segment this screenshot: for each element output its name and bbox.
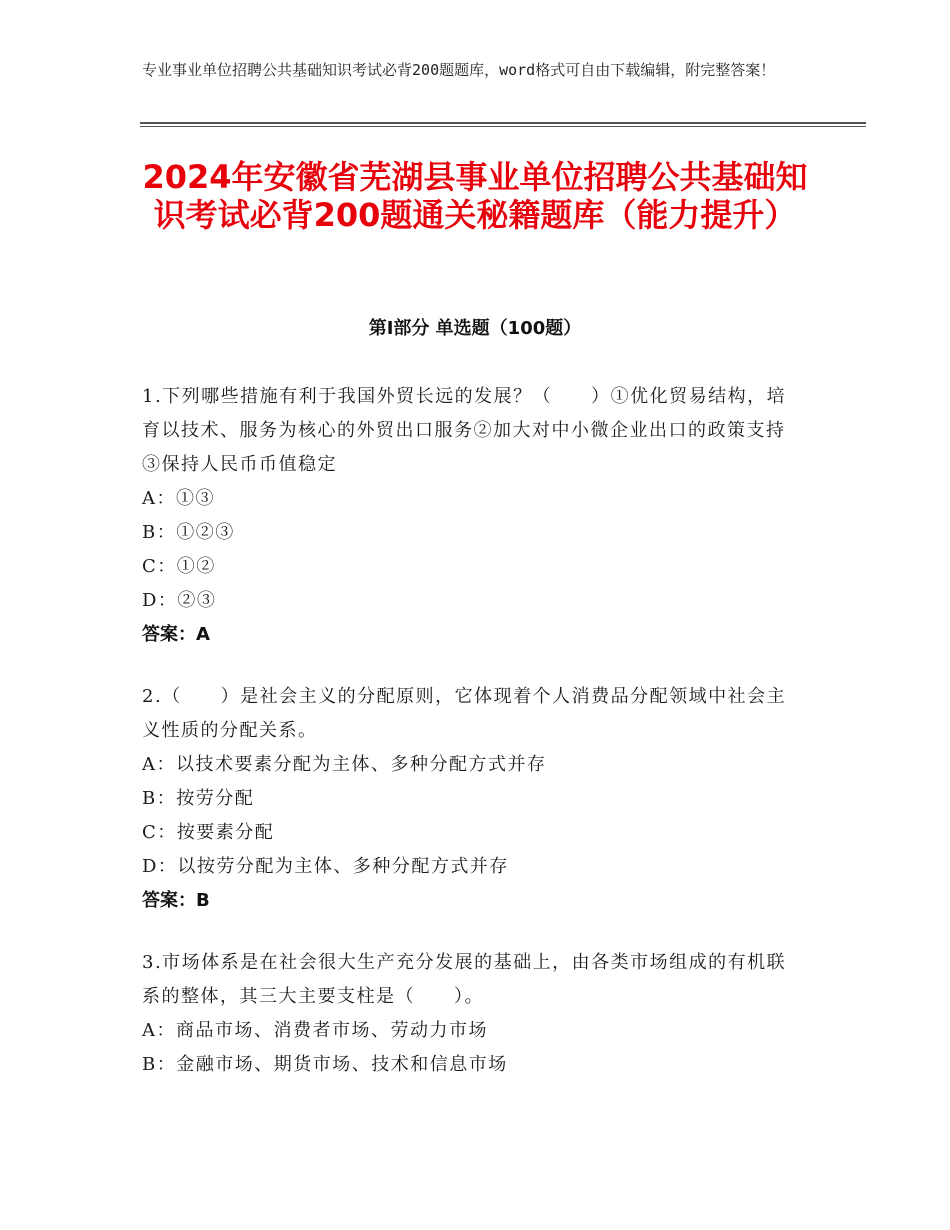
option-c: C：①② xyxy=(142,556,216,577)
question-stem: 3.市场体系是在社会很大生产充分发展的基础上，由各类市场组成的有机联系的整体，其三大主要支柱是（ ）。 xyxy=(142,952,787,1007)
option-d: D：②③ xyxy=(142,590,217,611)
section-title: 第Ⅰ部分 单选题（100题） xyxy=(368,318,582,339)
option-a: A：商品市场、消费者市场、劳动力市场 xyxy=(142,1020,488,1041)
question-2 xyxy=(142,680,802,918)
question-list xyxy=(142,380,802,1110)
option-c: C：按要素分配 xyxy=(142,822,275,843)
document-title: 2024年安徽省芜湖县事业单位招聘公共基础知识考试必背200题通关秘籍题库（能力提升） xyxy=(142,158,808,234)
answer: 答案：A xyxy=(142,624,210,645)
option-d: D：以按劳分配为主体、多种分配方式并存 xyxy=(142,856,509,877)
question-stem: 1.下列哪些措施有利于我国外贸长远的发展？（ ）①优化贸易结构，培育以技术、服务为核心的外贸出口服务②加大对中小微企业出口的政策支持③保持人民币币值稳定 xyxy=(142,386,787,475)
header-rule-thin xyxy=(140,126,866,127)
question-1 xyxy=(142,380,802,652)
option-b: B：按劳分配 xyxy=(142,788,255,809)
question-3 xyxy=(142,946,802,1082)
option-b: B：①②③ xyxy=(142,522,235,543)
answer: 答案：B xyxy=(142,890,210,911)
option-b: B：金融市场、期货市场、技术和信息市场 xyxy=(142,1054,508,1075)
option-a: A：①③ xyxy=(142,488,215,509)
option-a: A：以技术要素分配为主体、多种分配方式并存 xyxy=(142,754,547,775)
header-note: 专业事业单位招聘公共基础知识考试必背200题题库，word格式可自由下载编辑，附完整答案！ xyxy=(142,61,776,79)
header-rule-thick xyxy=(140,122,866,124)
question-stem: 2.（ ）是社会主义的分配原则，它体现着个人消费品分配领域中社会主义性质的分配关系。 xyxy=(142,686,787,741)
